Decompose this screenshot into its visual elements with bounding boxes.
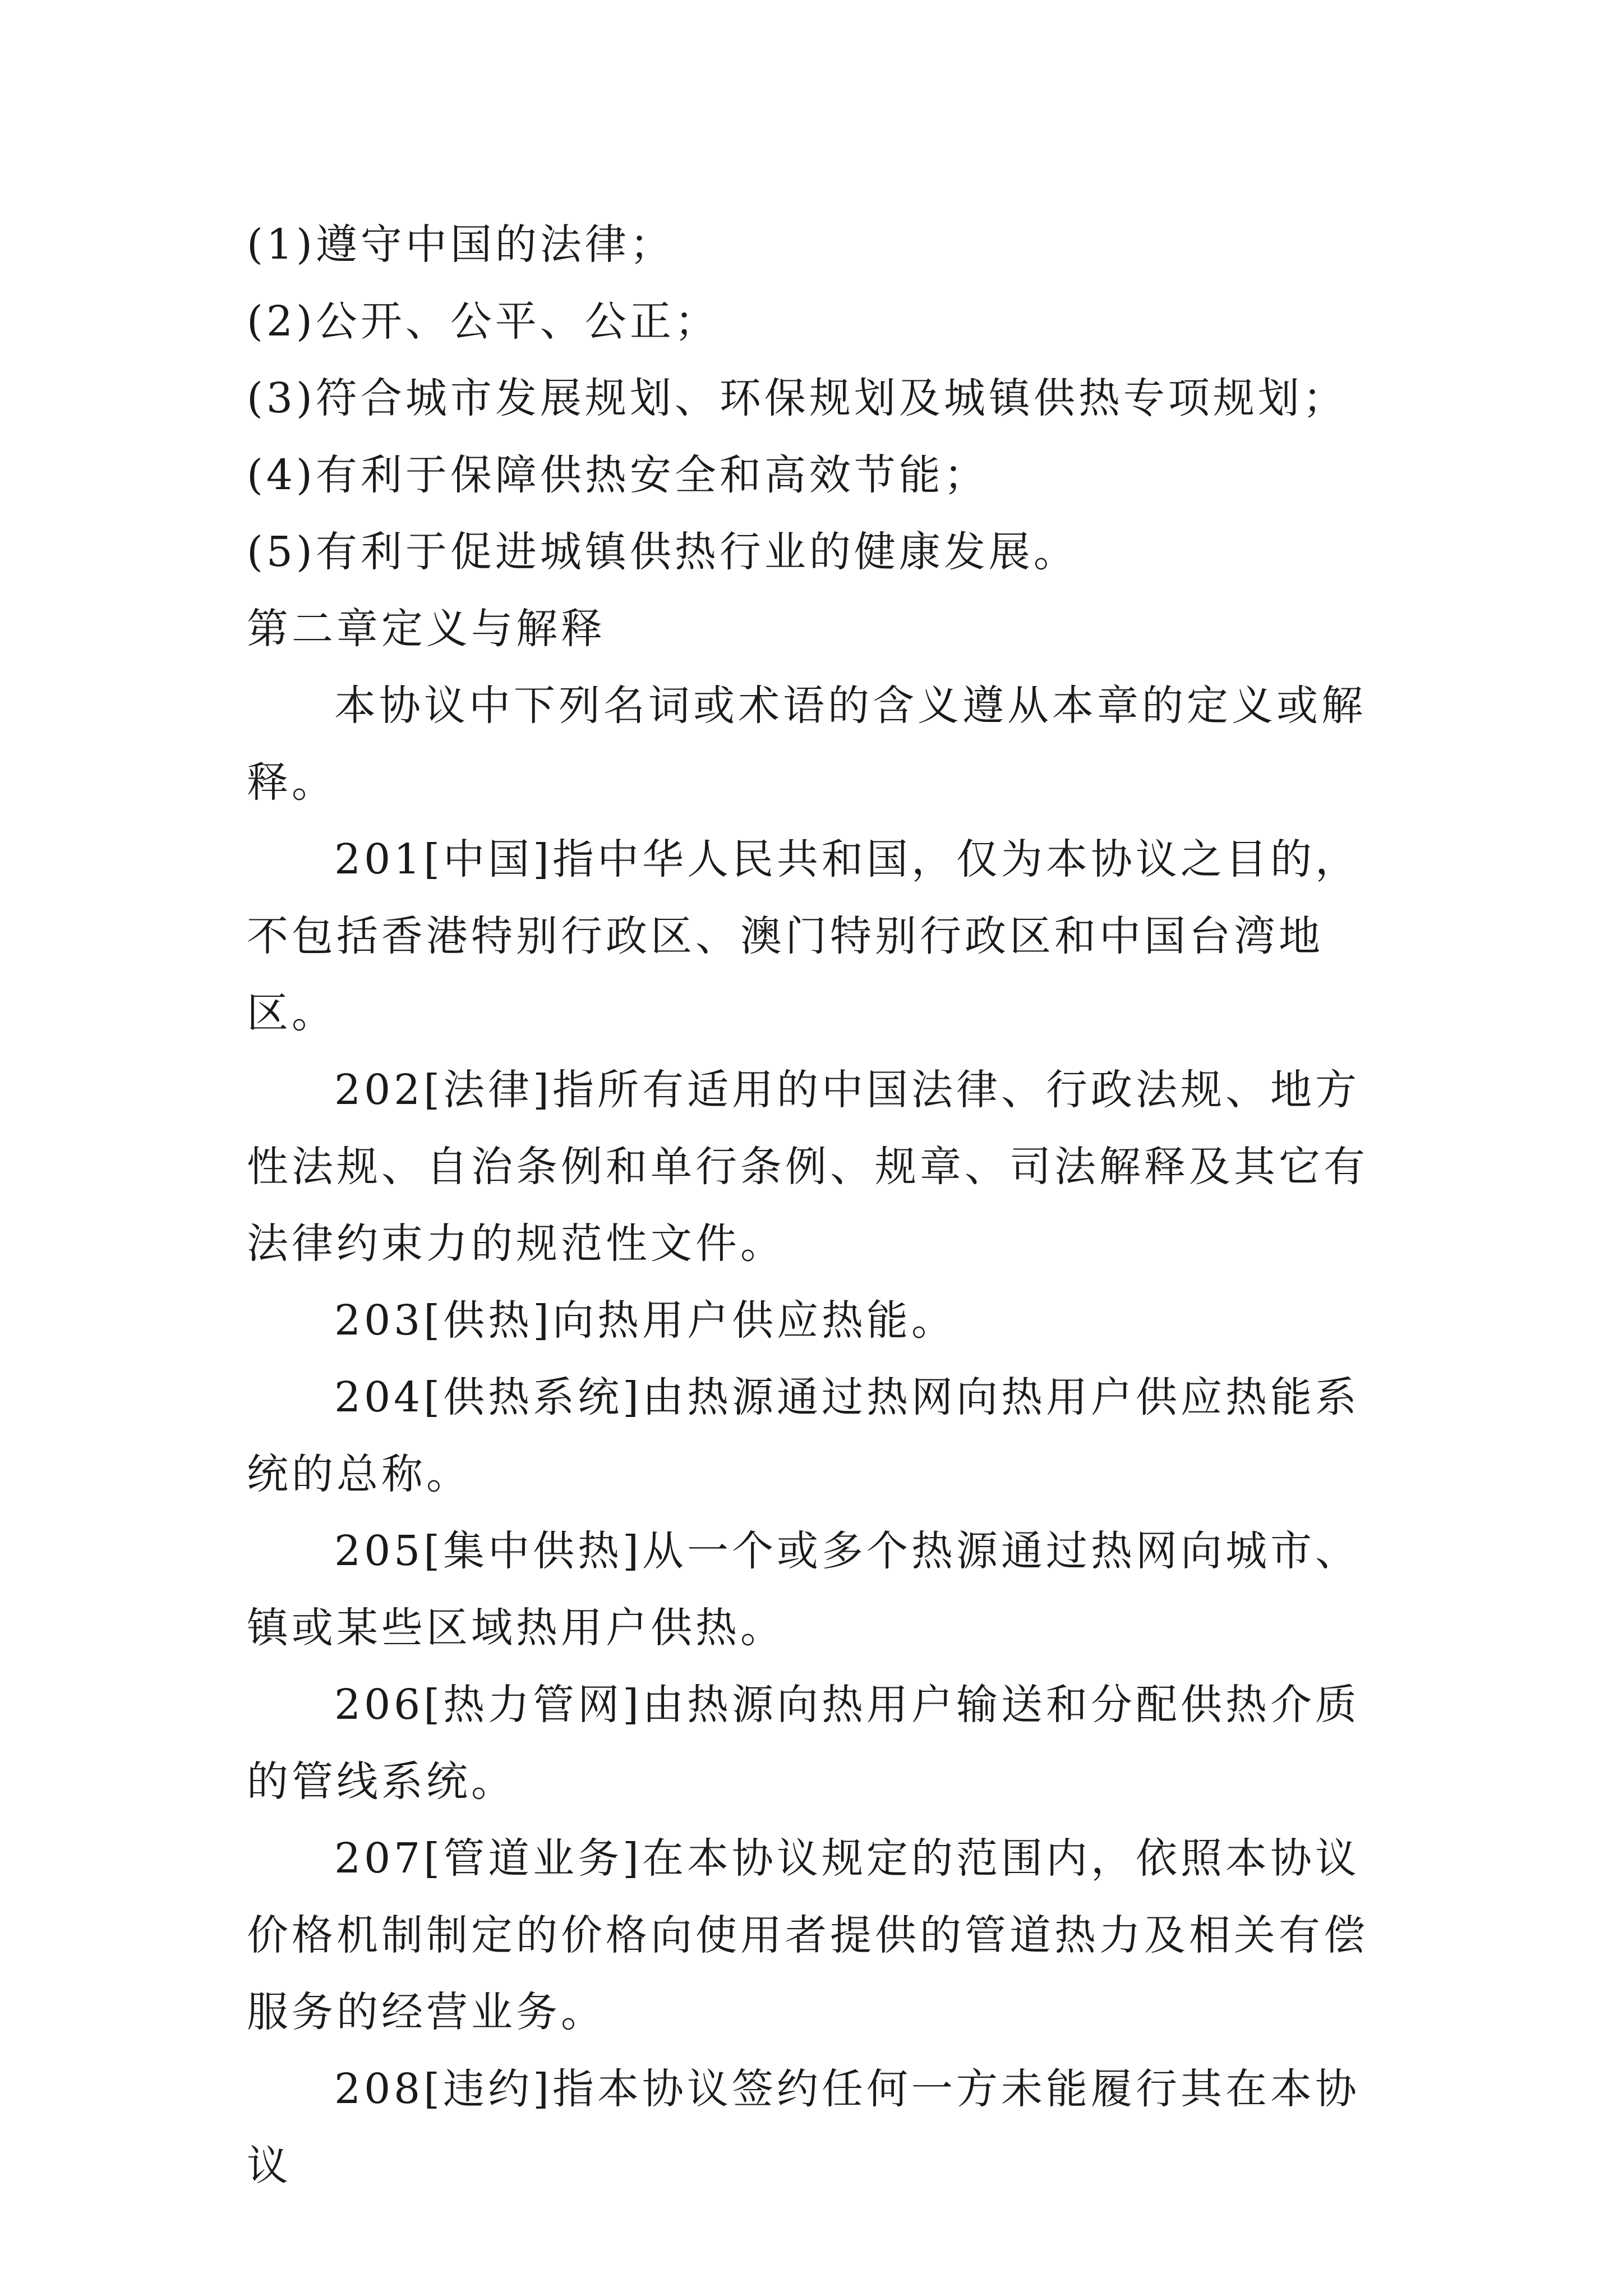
principle-item-3: (3)符合城市发展规划、环保规划及城镇供热专项规划； [247,374,1348,422]
definition-207: 207[管道业务]在本协议规定的范围内，依照本协议价格机制制定的价格向使用者提供的管道热力及相关有偿服务的经营业务。 [247,1834,1368,2036]
definition-208: 208[违约]指本协议签约任何一方未能履行其在本协议 [247,2065,1360,2190]
principle-item-1: (1)遵守中国的法律； [247,220,675,269]
principle-item-5: (5)有利于促进城镇供热行业的健康发展。 [247,528,1078,576]
definition-205: 205[集中供热]从一个或多个热源通过热网向城市、镇或某些区域热用户供热。 [247,1527,1360,1652]
chapter-intro-paragraph: 本协议中下列名词或术语的含义遵从本章的定义或解释。 [247,682,1366,807]
principle-item-2: (2)公开、公平、公正； [247,297,720,346]
chapter-heading: 第二章定义与解释 [247,605,606,653]
document-body [247,206,1402,2205]
definition-204: 204[供热系统]由热源通过热网向热用户供应热能系统的总称。 [247,1373,1360,1498]
principle-item-4: (4)有利于保障供热安全和高效节能； [247,451,989,499]
definition-202: 202[法律]指所有适用的中国法律、行政法规、地方性法规、自治条例和单行条例、规章、司法解释及其它有法律约束力的规范性文件。 [247,1066,1368,1268]
definition-201: 201[中国]指中华人民共和国，仅为本协议之目的，不包括香港特别行政区、澳门特别行政区和中国台湾地区。 [247,835,1360,1037]
definition-206: 206[热力管网]由热源向热用户输送和分配供热介质的管线系统。 [247,1681,1360,1806]
definition-203: 203[供热]向热用户供应热能。 [334,1296,956,1345]
